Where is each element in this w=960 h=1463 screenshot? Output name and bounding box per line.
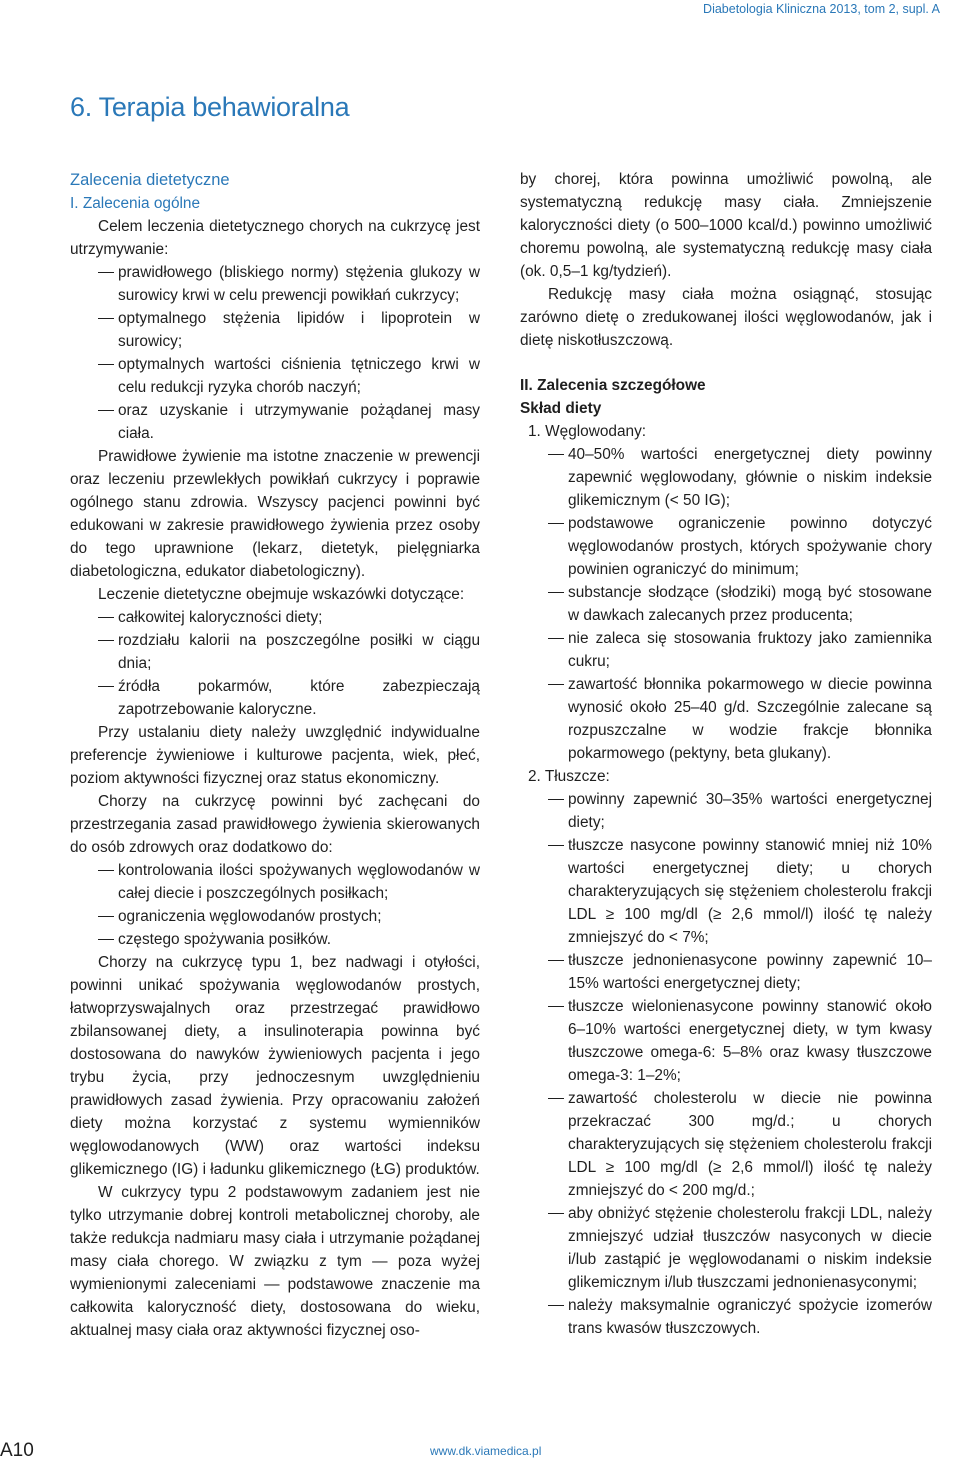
list-item: częstego spożywania posiłków. [70,928,480,951]
list-item: całkowitej kaloryczności diety; [70,606,480,629]
item-label: 2. Tłuszcze: [528,768,610,785]
list-item: należy maksymalnie ograniczyć spożycie izomerów trans kwasów tłuszczowych. [520,1294,932,1340]
left-column [70,168,480,1342]
item-label: 1. Węglowodany: [528,423,647,440]
list-item: nie zaleca się stosowania fruktozy jako zamiennika cukru; [520,627,932,673]
list-item: aby obniżyć stężenie cholesterolu frakcji LDL, należy zmniejszyć udział tłuszczów nasyconych w diecie i/lub zastąpić je węglowodanami o niskim indeksie glikemicznym i/lub tłuszczami jednonienasyconymi; [520,1202,932,1294]
list-item: tłuszcze jednonienasycone powinny zapewnić 10–15% wartości energetycznej diety; [520,949,932,995]
page-number: A10 [0,1440,34,1461]
paragraph-continued: by chorej, która powinna umożliwić powolną, ale systematyczną redukcję masy ciała. Zmniejszenie kaloryczności diety (o 500–1000 kcal/d.) powinno umożliwić choremu powolną, ale systematyczną redukcję masy ciała (ok. 0,5–1 kg/tydzień). [520,171,932,280]
composition-heading: Skład diety [520,400,602,417]
list-item: zawartość błonnika pokarmowego w diecie powinna wynosić około 25–40 g/d. Szczególnie zalecane są rozpuszczalne w wodzie frakcje błonnika pokarmowego (pektyny, beta glukany). [520,673,932,765]
list-item: rozdziału kalorii na poszczególne posiłki w ciągu dnia; [70,629,480,675]
composition-list [520,420,932,1340]
list-item: optymalnych wartości ciśnienia tętniczego krwi w celu redukcji ryzyka chorób naczyń; [70,353,480,399]
paragraph: Leczenie dietetyczne obejmuje wskazówki dotyczące: [98,586,465,603]
subhead-dietary: Zalecenia dietetyczne [70,171,230,189]
paragraph: Przy ustalaniu diety należy uwzględnić indywidualne preferencje żywieniowe i kulturowe pacjenta, wiek, płeć, poziom aktywności fizycznej oraz status ekonomiczny. [70,724,480,787]
list-item: podstawowe ograniczenie powinno dotyczyć węglowodanów prostych, których spożywanie chory powinien ograniczyć do minimum; [520,512,932,581]
list-item: optymalnego stężenia lipidów i lipoprotein w surowicy; [70,307,480,353]
list-item: prawidłowego (bliskiego normy) stężenia glukozy w surowicy krwi w celu prewencji powikłań cukrzycy; [70,261,480,307]
list-additional [70,859,480,951]
list-item: zawartość cholesterolu w diecie nie powinna przekraczać 300 mg/d.; u chorych charakteryzujących się stężeniem cholesterolu frakcji LDL ≥ 100 mg/dl (≥ 2,6 mmol/l) ilość tę należy zmniejszyć do < 200 mg/d.; [520,1087,932,1202]
composition-item-fats [520,765,932,1340]
list-goals [70,261,480,445]
right-column [520,168,932,1340]
list-item: oraz uzyskanie i utrzymywanie pożądanej masy ciała. [70,399,480,445]
paragraph: W cukrzycy typu 2 podstawowym zadaniem jest nie tylko utrzymanie dobrej kontroli metabolicznej choroby, ale także redukcja nadmiaru masy ciała i utrzymanie pożądanej masy ciała chorego. W związku z tym — poza wyżej wymienionymi zaleceniami — podstawowe znaczenie ma całkowita kaloryczność diety, dostosowana do wieku, aktualnej masy ciała oraz aktywności fizycznej oso- [70,1184,480,1339]
part2-heading: II. Zalecenia szczegółowe [520,377,706,394]
list-item: 40–50% wartości energetycznej diety powinny zapewnić węglowodany, głównie o niskim indeksie glikemicznym (< 50 IG); [520,443,932,512]
journal-running-head: Diabetologia Kliniczna 2013, tom 2, supl. A [703,2,940,16]
list-item: ograniczenia węglowodanów prostych; [70,905,480,928]
fats-list [520,788,932,1340]
list-item: powinny zapewnić 30–35% wartości energetycznej diety; [520,788,932,834]
paragraph: Redukcję masy ciała można osiągnąć, stosując zarówno dietę o zredukowanej ilości węglowodanów, jak i dietę niskotłuszczową. [520,286,932,349]
paragraph: Celem leczenia dietetycznego chorych na cukrzycę jest utrzymywanie: [70,218,480,258]
part1-heading: I. Zalecenia ogólne [70,195,201,212]
composition-item-carbohydrates [520,420,932,765]
paragraph: Prawidłowe żywienie ma istotne znaczenie w prewencji oraz leczeniu przewlekłych powikłań cukrzycy i poprawie ogólnego stanu zdrowia. Wszyscy pacjenci powinni być edukowani w zakresie prawidłowego żywienia przez osoby do tego uprawnione (lekarz, dietetyk, pielęgniarka diabetologiczna, edukator diabetologiczny). [70,448,480,580]
paragraph: Chorzy na cukrzycę powinni być zachęcani do przestrzegania zasad prawidłowego żywienia skierowanych do osób zdrowych oraz dodatkowo do: [70,793,480,856]
paragraph: Chorzy na cukrzycę typu 1, bez nadwagi i otyłości, powinni unikać spożywania węglowodanów prostych, łatwoprzyswajalnych oraz przestrzegać prawidłowo zbilansowanej diety, a insulinoterapia powinna być dostosowana do nawyków żywieniowych pacjenta i jego trybu życia, przy jednoczesnym uwzględnieniu prawidłowych zasad żywienia. Przy opracowaniu założeń diety można korzystać z systemu wymienników węglowodanowych (WW) oraz wartości indeksu glikemicznego (IG) i ładunku glikemicznego (ŁG) produktów. [70,954,480,1178]
list-item: źródła pokarmów, które zabezpieczają zapotrzebowanie kaloryczne. [70,675,480,721]
list-item: tłuszcze nasycone powinny stanowić mniej niż 10% wartości energetycznej diety; u chorych charakteryzujących się stężeniem cholesterolu frakcji LDL ≥ 100 mg/dl (≥ 2,6 mmol/l) ilość tę należy zmniejszyć do < 7%; [520,834,932,949]
section-title: 6. Terapia behawioralna [70,92,350,122]
list-guidelines [70,606,480,721]
list-item: tłuszcze wielonienasycone powinny stanowić około 6–10% wartości energetycznej diety, w tym kwasy tłuszczowe omega-6: 5–8% oraz kwasy tłuszczowe omega-3: 1–2%; [520,995,932,1087]
carbohydrates-list [520,443,932,765]
footer-url[interactable]: www.dk.viamedica.pl [430,1444,542,1458]
list-item: kontrolowania ilości spożywanych węglowodanów w całej diecie i poszczególnych posiłkach; [70,859,480,905]
list-item: substancje słodzące (słodziki) mogą być stosowane w dawkach zalecanych przez producenta; [520,581,932,627]
